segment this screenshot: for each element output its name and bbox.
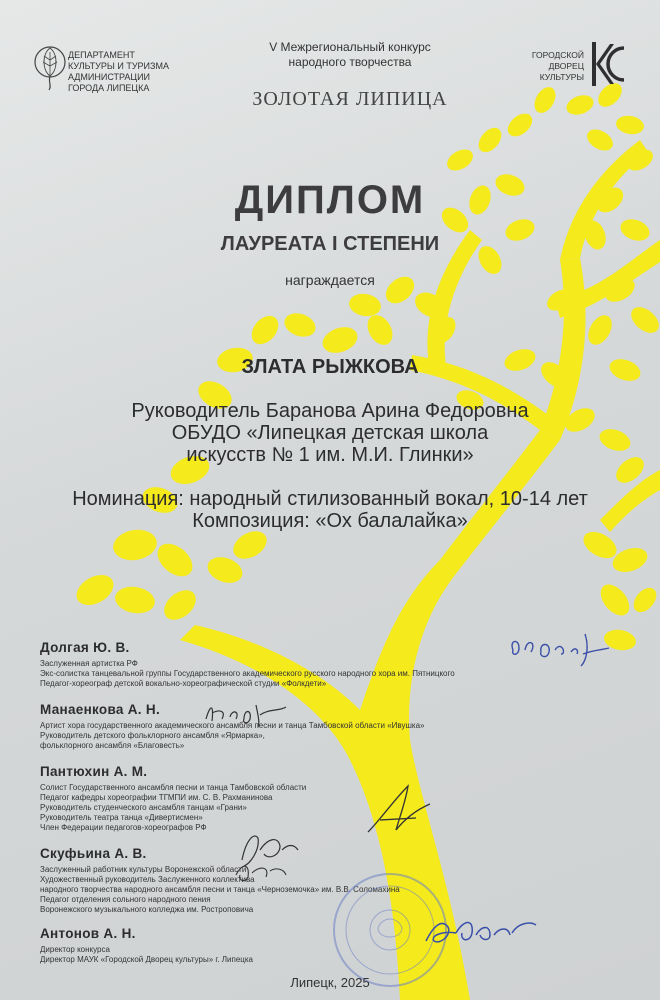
signature-icon — [420, 905, 540, 955]
diploma-degree: ЛАУРЕАТА I СТЕПЕНИ — [220, 233, 440, 255]
palace-line: ГОРОДСКОЙ — [531, 50, 584, 60]
jury-detail: Педагог кафедры хореографии ТГМПИ им. С. В. Рахманинова — [40, 793, 273, 802]
department-line: КУЛЬТУРЫ И ТУРИЗМА — [68, 61, 169, 71]
mentor-line: Руководитель Баранова Арина Федоровна — [131, 400, 529, 422]
jury-name: Антонов А. Н. — [40, 926, 136, 941]
jury-name: Скуфьина А. В. — [40, 846, 147, 861]
jury-detail: Художественный руководитель Заслуженного коллектива — [40, 875, 255, 884]
gdk-monogram-logo-icon — [588, 38, 632, 90]
signature-icon — [200, 695, 290, 730]
jury-detail: народного творчества народного ансамбля песни и танца «Черноземочка» им. В.В. Соломахина — [40, 885, 400, 894]
city-year: Липецк, 2025 — [290, 975, 370, 990]
contest-name: ЗОЛОТАЯ ЛИПИЦА — [252, 88, 448, 110]
jury-detail: Педагог-хореограф детской вокально-хореографической студии «Фолкдети» — [40, 679, 327, 688]
diploma-title: ДИПЛОМ — [234, 178, 426, 222]
mentor-block — [80, 400, 580, 466]
jury-detail: Солист Государственного ансамбля песни и танца Тамбовской области — [40, 783, 307, 792]
signature-icon — [505, 620, 615, 670]
palace-line: КУЛЬТУРЫ — [539, 72, 584, 82]
jury-member — [40, 702, 560, 751]
contest-line-2: народного творчества — [288, 55, 412, 69]
composition-text: Композиция: «Ох балалайка» — [192, 510, 468, 532]
recipient-name: ЗЛАТА РЫЖКОВА — [241, 356, 419, 378]
signature-icon — [360, 780, 440, 840]
mentor-line: ОБУДО «Липецкая детская школа — [171, 422, 489, 444]
jury-detail: фольклорного ансамбля «Благовесть» — [40, 741, 185, 750]
nomination-block — [20, 488, 640, 532]
department-name — [68, 50, 188, 94]
jury-name: Долгая Ю. В. — [40, 640, 130, 655]
awarded-label: награждается — [285, 272, 375, 288]
jury-detail: Директор МАУК «Городской Дворец культуры» г. Липецка — [40, 955, 253, 964]
jury-detail: Руководитель детского фольклорного ансамбля «Ярмарка», — [40, 731, 265, 740]
department-line: ГОРОДА ЛИПЕЦКА — [68, 83, 150, 93]
jury-member — [40, 640, 560, 689]
linden-leaf-logo-icon — [32, 44, 68, 92]
nomination-text: Номинация: народный стилизованный вокал, 10-14 лет — [72, 488, 588, 510]
jury-name: Манаенкова А. Н. — [40, 702, 160, 717]
jury-detail: Педагог отделения сольного народного пения — [40, 895, 211, 904]
jury-detail: Заслуженный работник культуры Воронежской области — [40, 865, 247, 874]
jury-detail: Директор конкурса — [40, 945, 110, 954]
jury-detail: Воронежского музыкального колледжа им. Ростроповича — [40, 905, 254, 914]
contest-heading — [220, 40, 480, 70]
jury-detail: Руководитель театра танца «Дивертисмен» — [40, 813, 203, 822]
jury-detail: Артист хора государственного академического ансамбля песни и танца Тамбовской области «Ивушка» — [40, 721, 425, 730]
mentor-line: искусств № 1 им. М.И. Глинки» — [186, 444, 474, 466]
palace-of-culture-name — [524, 50, 584, 83]
jury-detail: Член Федерации педагогов-хореографов РФ — [40, 823, 207, 832]
signature-icon — [230, 855, 290, 885]
jury-detail: Заслуженная артистка РФ — [40, 659, 138, 668]
contest-line-1: V Межрегиональный конкурс — [269, 40, 431, 54]
jury-detail: Экс-солистка танцевальной группы Государственного академического русского народного хора им. Пятницкого — [40, 669, 455, 678]
jury-name: Пантюхин А. М. — [40, 764, 148, 779]
department-line: АДМИНИСТРАЦИИ — [68, 72, 151, 82]
jury-detail: Руководитель студенческого ансамбля танцам «Грани» — [40, 803, 247, 812]
department-line: ДЕПАРТАМЕНТ — [68, 50, 135, 60]
palace-line: ДВОРЕЦ — [548, 61, 584, 71]
